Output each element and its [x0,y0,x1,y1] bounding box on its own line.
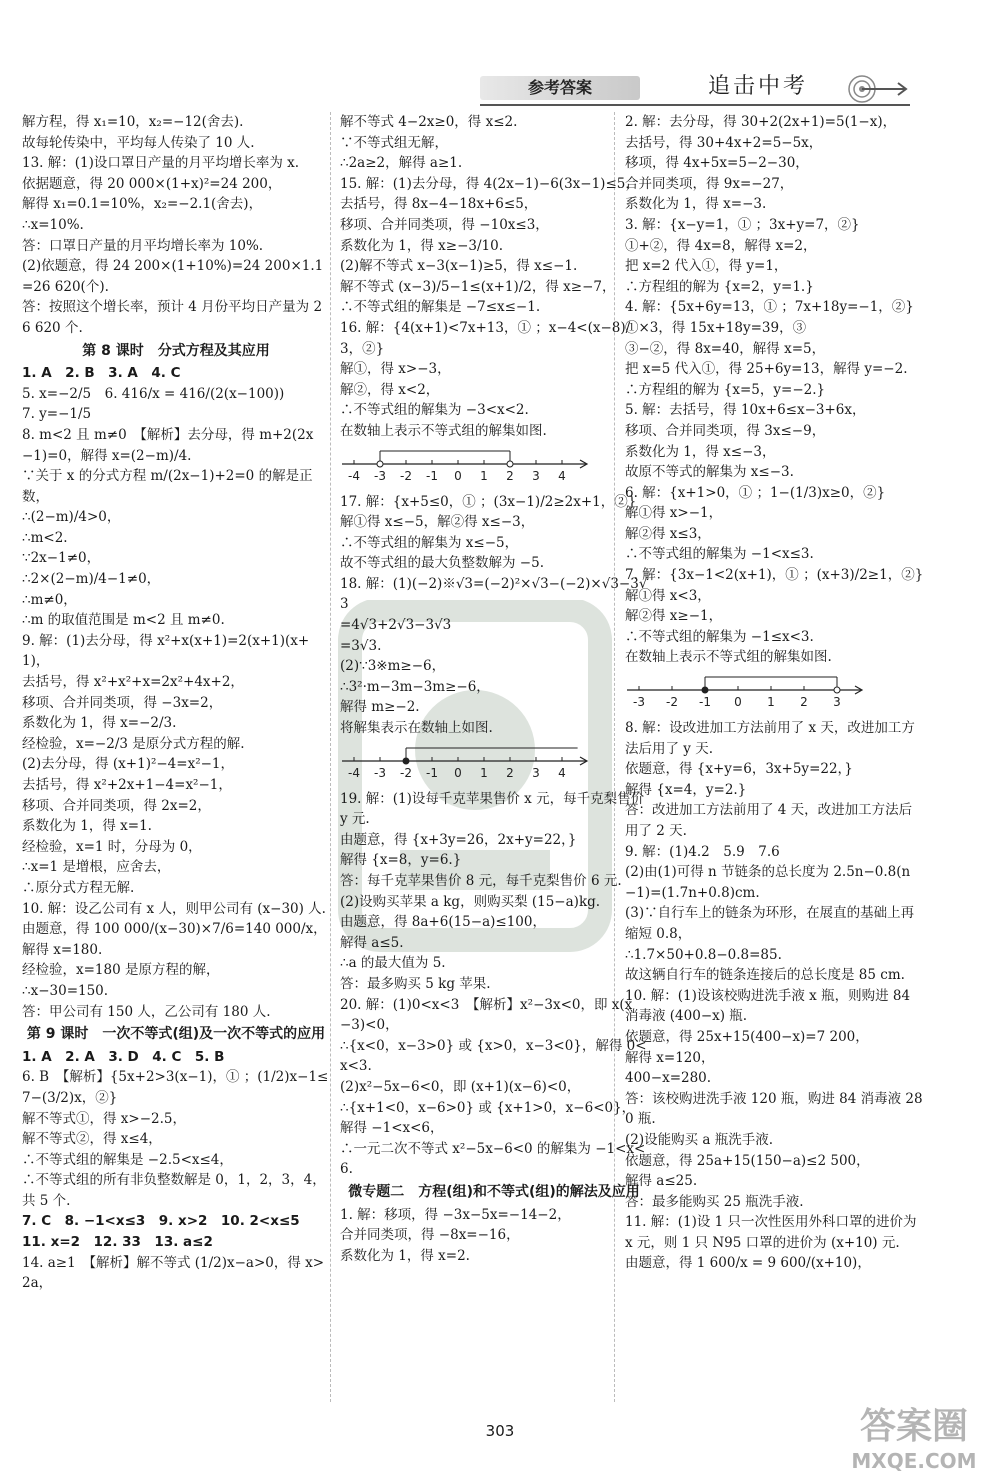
number-line-q16 [340,446,590,486]
text-line: 解得 {x=4，y=2.} [625,781,747,798]
logo-text: 答案圈 [859,1406,969,1447]
question-8: 8. m<2 且 m≠0 【解析】去分母，得 m+2(2x−1)=0，解得 x=(2−m)/4. [22,426,314,464]
text-line: 去括号，得 8x−4−18x+6≤5， [340,196,538,213]
text-line: 系数化为 1，得 x=2. [340,1247,470,1264]
text-line: ∴不等式组的解集为 −1≤x<3. [625,628,814,645]
text-line: ∴3²·m−3m−3m≥−6， [340,678,490,695]
text-line: ①+②，得 4x=8，解得 x=2， [625,237,817,254]
text-line: ∴方程组的解为 {x=2，y=1.} [625,278,814,295]
tick-label: 4 [558,765,566,780]
answer-line: 7. y=−1/5 [22,406,92,423]
text-line: 故每轮传染中，平均每人传染了 10 人. [22,134,255,151]
text-line: 由题意，得 100 000/(x−30)×7/6=140 000/x， [22,921,327,938]
text-line: 合并同类项，得 9x=−27， [625,175,794,192]
question-15: 15. 解：(1)去分母，得 4(2x−1)−6(3x−1)≤5， [340,175,639,192]
text-line: ∴{x<0，x−3>0} 或 {x>0，x−3<0}，解得 0<x<3. [340,1037,647,1075]
site-watermark-logo [834,1394,994,1476]
text-line: 解①得 x>−1， [625,505,723,522]
text-line: 解得 x=180. [22,941,103,958]
text-line: (2)去分母，得 (x+1)²−4=x²−1， [22,756,235,773]
text-line: 解不等式 4−2x≥0，得 x≤2. [340,114,518,130]
interval-start-point [403,758,409,764]
text-line: ∴不等式组的所有非负整数解是 0，1，2，3，4，共 5 个. [22,1172,326,1209]
text-line: 答：口罩日产量的月平均增长率为 10%. [22,237,264,254]
tick-label: 3 [532,468,540,483]
text-line: 移项、合并同类项，得 −10x≤3， [340,216,549,233]
tick-label: 2 [800,695,808,710]
text-line: 解不等式 (x−3)/5−1≤(x+1)/2，得 x≥−7， [340,278,616,295]
text-line: ∴一元二次不等式 x²−5x−6<0 的解集为 −1<x<6. [340,1140,646,1178]
question-4: 4. 解：{5x+6y=13，① ；7x+18y=−1，②} [625,299,914,316]
text-line: 去括号，得 30+4x+2=5−5x， [625,134,823,151]
interval-end-point [834,687,840,693]
text-line: 移项、合并同类项，得 3x≤−9， [625,422,826,439]
question-9: 9. 解：(1)4.2 5.9 7.6 [625,843,780,860]
text-line: (2)x²−5x−6<0，即 (x+1)(x−6)<0， [340,1078,581,1095]
text-line: (2)由(1)可得 n 节链条的总长度为 2.5n−0.8(n−1)=(1.7n+0.8)cm. [625,864,911,901]
question-9: 9. 解：(1)去分母，得 x²+x(x+1)=2(x+1)(x+1)， [22,632,310,670]
interval-start-point [377,461,383,467]
text-line: ∴a 的最大值为 5. [340,955,446,972]
right-column [625,112,925,1274]
text-line: 解得 m≥−2. [340,699,420,716]
tick-label: 2 [506,468,514,483]
question-20: 20. 解：(1)0<x<3 【解析】x²−3x<0，即 x(x−3)<0， [340,996,633,1034]
page-number: 303 [485,1422,515,1440]
tick-label: 3 [833,695,841,710]
text-line: (2)设购买苹果 a kg，则购买梨 (15−a)kg. [340,893,601,910]
text-line: ∴1.7×50+0.8−0.8=85. [625,946,782,963]
page-header [480,72,910,106]
text-line: 在数轴上表示不等式组的解集如图. [340,422,547,439]
question-19: 19. 解：(1)设每千克苹果售价 x 元，每千克梨售价 y 元. [340,790,645,828]
tick-label: -1 [426,765,438,780]
section-heading-lesson-8: 第 8 课时 分式方程及其应用 [82,342,270,359]
question-7: 7. 解：{3x−1<2(x+1)，① ；(x+3)/2≥1，②} [625,567,924,584]
column-divider [330,112,331,1402]
text-line: 解方程，得 x₁=10，x₂=−12(舍去). [22,114,244,130]
tick-label: -3 [374,765,386,780]
text-line: 答：最多购买 5 kg 苹果. [340,975,491,992]
section-heading-lesson-9: 第 9 课时 一次不等式(组)及一次不等式的应用 [26,1026,326,1043]
tick-label: -2 [666,695,678,710]
text-line: 系数化为 1，得 x≥−3/10. [340,237,504,254]
text-line: 解②，得 x<2， [340,381,440,398]
tick-label: 2 [506,765,514,780]
text-line: 故这辆自行车的链条连接后的总长度是 85 cm. [625,967,905,984]
question-17: 17. 解：{x+5≤0，① ；(3x−1)/2≥2x+1，②} [340,493,637,510]
text-line: =4√3+2√3−3√3 [340,617,452,634]
question-14: 14. a≥1 【解析】解不等式 (1/2)x−a>0，得 x>2a， [22,1254,325,1292]
tick-label: 0 [734,695,742,710]
text-line: 系数化为 1，得 x=1. [22,818,152,835]
text-line: 解①得 x<3， [625,587,711,604]
text-line: 解①得 x≤−5，解②得 x≤−3， [340,514,535,531]
text-line: 故原不等式的解集为 x≤−3. [625,464,794,481]
text-line: (2)解不等式 x−3(x−1)≥5，得 x≤−1. [340,258,578,275]
text-line: 故不等式组的最大负整数解为 −5. [340,555,544,572]
text-line: ∵不等式组无解， [340,134,448,151]
text-line: ∵2x−1≠0， [22,550,101,567]
text-line: 解得 a≤5. [340,934,404,951]
text-line: ①×3，得 15x+18y=39，③ [625,319,807,336]
text-line: 答：该校购进洗手液 120 瓶，购进 84 消毒液 280 瓶. [625,1090,923,1128]
middle-column [340,112,648,1266]
text-line: 去括号，得 x²+x²+x=2x²+4x+2， [22,674,244,691]
question-1: 1. 解：移项，得 −3x−5x=−14−2， [340,1206,571,1223]
text-line: 依题意，得 {x+y=6，3x+5y=22，} [625,761,853,778]
question-10: 10. 解：(1)设该校购进洗手液 x 瓶，则购进 84 消毒液 (400−x) 瓶. [625,987,911,1025]
text-line: ∴m<2. [22,529,68,546]
logo-domain: MXQE.COM [851,1449,977,1473]
question-18: 18. 解：(1)(−2)※√3=(−2)²×√3−(−2)×√3−3√3 [340,575,648,613]
text-line: 解不等式①，得 x>−2.5， [22,1110,186,1127]
text-line: (2)依题意，得 24 200×(1+10%)=24 200×1.1=26 620(个). [22,258,324,295]
text-line: ∴x=1 是增根，应舍去， [22,859,171,876]
tick-label: -3 [374,468,386,483]
text-line: 依据题意，得 20 000×(1+x)²=24 200， [22,175,282,192]
text-line: ∴不等式组的解集是 −7≤x≤−1. [340,299,541,316]
question-6: 6. B 【解析】{5x+2>3(x−1)，① ；(1/2)x−1≤7−(3/2)x，②} [22,1069,329,1106]
question-13: 13. 解：(1)设口罩日产量的月平均增长率为 x. [22,155,300,172]
tick-label: 4 [558,468,566,483]
answer-key-tag: 参考答案 [480,76,640,100]
text-line: ∴m≠0， [22,591,77,608]
question-10: 10. 解：设乙公司有 x 人，则甲公司有 (x−30) 人. [22,900,326,917]
text-line: 由题意，得 8a+6(15−a)≤100， [340,914,546,931]
text-line: 合并同类项，得 −8x=−16， [340,1227,520,1244]
text-line: 把 x=2 代入①，得 y=1， [625,258,788,275]
section-heading-topic-2: 微专题二 方程(组)和不等式(组)的解法及应用 [348,1183,640,1200]
answer-line: 7. C 8. −1<x≤3 9. x>2 10. 2<x≤5 [22,1213,300,1230]
text-line: 依题意，得 25a+15(150−a)≤2 500， [625,1152,870,1169]
tick-label: 1 [767,695,775,710]
tick-label: -1 [426,468,438,483]
text-line: ∴不等式组的解集为 x≤−5， [340,534,519,551]
text-line: 移项、合并同类项，得 2x=2， [22,797,211,814]
text-line: ∴方程组的解为 {x=5，y=−2.} [625,381,826,398]
left-column [22,112,330,1294]
text-line: =3√3. [340,637,382,654]
text-line: 答：改进加工方法前用了 4 天，改进加工方法后用了 2 天. [625,802,913,839]
tick-label: -2 [400,765,412,780]
question-2: 2. 解：去分母，得 30+2(2x+1)=5(1−x)， [625,114,897,130]
text-line: 移项，得 4x+5x=5−2−30， [625,155,809,172]
question-3: 3. 解：{x−y=1，① ；3x+y=7，②} [625,216,860,233]
text-line: 将解集表示在数轴上如图. [340,720,493,737]
text-line: ∵关于 x 的分式方程 m/(2x−1)+2=0 的解是正数， [22,468,313,505]
text-line: 解①，得 x>−3， [340,361,451,378]
text-line: 解得 x₁=0.1=10%，x₂=−2.1(舍去)， [22,196,263,213]
tick-label: 1 [480,765,488,780]
tick-label: 0 [454,468,462,483]
tick-label: -4 [348,765,360,780]
text-line: (3)∵自行车上的链条为环形，在展直的基础上再缩短 0.8， [625,905,915,942]
question-11: 11. 解：(1)设 1 只一次性医用外科口罩的进价为 x 元，则 1 只 N95 口罩的进价为 (x+10) 元. [625,1214,917,1251]
text-line: 系数化为 1，得 x=−3. [625,196,767,213]
text-line: ③−②，得 8x=40，解得 x=5， [625,340,826,357]
answer-line: 1. A 2. A 3. D 4. C 5. B [22,1048,225,1065]
series-title: 追击中考 [708,74,809,99]
text-line: 去括号，得 x²+2x+1−4=x²−1， [22,777,232,793]
text-line: (2)∵3※m≥−6， [340,658,446,675]
text-line: ∴x−30=150. [22,982,109,999]
tick-label: -4 [348,468,360,483]
number-line-q7 [625,672,865,712]
text-line: ∴m 的取值范围是 m<2 且 m≠0. [22,612,225,629]
question-6: 6. 解：{x+1>0，① ；1−(1/3)x≥0，②} [625,484,886,501]
text-line: 系数化为 1，得 x=−2/3. [22,715,177,732]
text-line: ∴不等式组的解集为 −3<x<2. [340,402,529,419]
text-line: 解得 {x=8，y=6.} [340,852,462,869]
text-line: 解得 x=120， [625,1049,715,1066]
tick-label: -2 [400,468,412,483]
tick-label: -3 [633,695,645,710]
text-line: 移项、合并同类项，得 −3x=2， [22,694,223,711]
text-line: ∴2a≥2，解得 a≥1. [340,155,463,172]
text-line: 经检验，x=−2/3 是原分式方程的解. [22,735,245,752]
text-line: ∴不等式组的解集为 −1<x≤3. [625,546,814,563]
text-line: 解②得 x≤3， [625,525,711,542]
tick-label: -1 [699,695,711,710]
text-line: ∴2×(2−m)/4−1≠0， [22,571,161,588]
answer-line: 5. x=−2/5 6. 416/x = 416/(2(x−100)) [22,385,285,402]
text-line: 解得 −1<x<6， [340,1120,444,1137]
text-line: ∴原分式方程无解. [22,879,135,896]
text-line: (2)设能购买 a 瓶洗手液. [625,1131,774,1148]
question-8: 8. 解：设改进加工方法前用了 x 天，改进加工方法后用了 y 天. [625,720,915,757]
text-line: 解得 a≤25. [625,1173,698,1190]
text-line: 答：按照这个增长率，预计 4 月份平均日产量为 26 620 个. [22,299,323,336]
interval-start-point [702,687,708,693]
answer-line: 1. A 2. B 3. A 4. C [22,365,181,382]
text-line: 系数化为 1，得 x≤−3， [625,443,776,460]
text-line: ∴{x+1<0，x−6>0} 或 {x+1>0，x−6<0}， [340,1099,636,1116]
tick-label: 0 [454,765,462,780]
interval-end-point [507,461,513,467]
question-5: 5. 解：去括号，得 10x+6≤x−3+6x， [625,402,866,419]
text-line: 答：每千克苹果售价 8 元，每千克梨售价 6 元. [340,873,622,889]
text-line: 经检验，x=1 时，分母为 0， [22,838,202,855]
text-line: 400−x=280. [625,1070,712,1087]
text-line: 由题意，得 {x+3y=26，2x+y=22，} [340,831,577,848]
text-line: 由题意，得 1 600/x = 9 600/(x+10)， [625,1255,871,1272]
text-line: 答：最多能购买 25 瓶洗手液. [625,1193,804,1210]
number-line-q18 [340,743,590,783]
text-line: ∴x=10%. [22,216,84,233]
tick-label: 1 [480,468,488,483]
text-line: 经检验，x=180 是原方程的解， [22,962,220,979]
target-arrow-icon [840,74,910,104]
text-line: ∴(2−m)/4>0， [22,509,121,526]
tick-label: 3 [532,765,540,780]
answer-line: 11. x=2 12. 33 13. a≤2 [22,1234,213,1251]
text-line: 解②得 x≥−1， [625,608,723,625]
text-line: 答：甲公司有 150 人，乙公司有 180 人. [22,1003,271,1020]
question-16: 16. 解：{4(x+1)<7x+13，① ；x−4<(x−8)/3，②} [340,319,631,357]
text-line: 把 x=5 代入①，得 25+6y=13，解得 y=−2. [625,361,908,378]
text-line: 解不等式②，得 x≤4， [22,1131,162,1148]
text-line: 在数轴上表示不等式组的解集如图. [625,649,832,666]
text-line: ∴不等式组的解集是 −2.5<x≤4， [22,1151,233,1168]
text-line: 依题意，得 25x+15(400−x)=7 200， [625,1028,869,1045]
